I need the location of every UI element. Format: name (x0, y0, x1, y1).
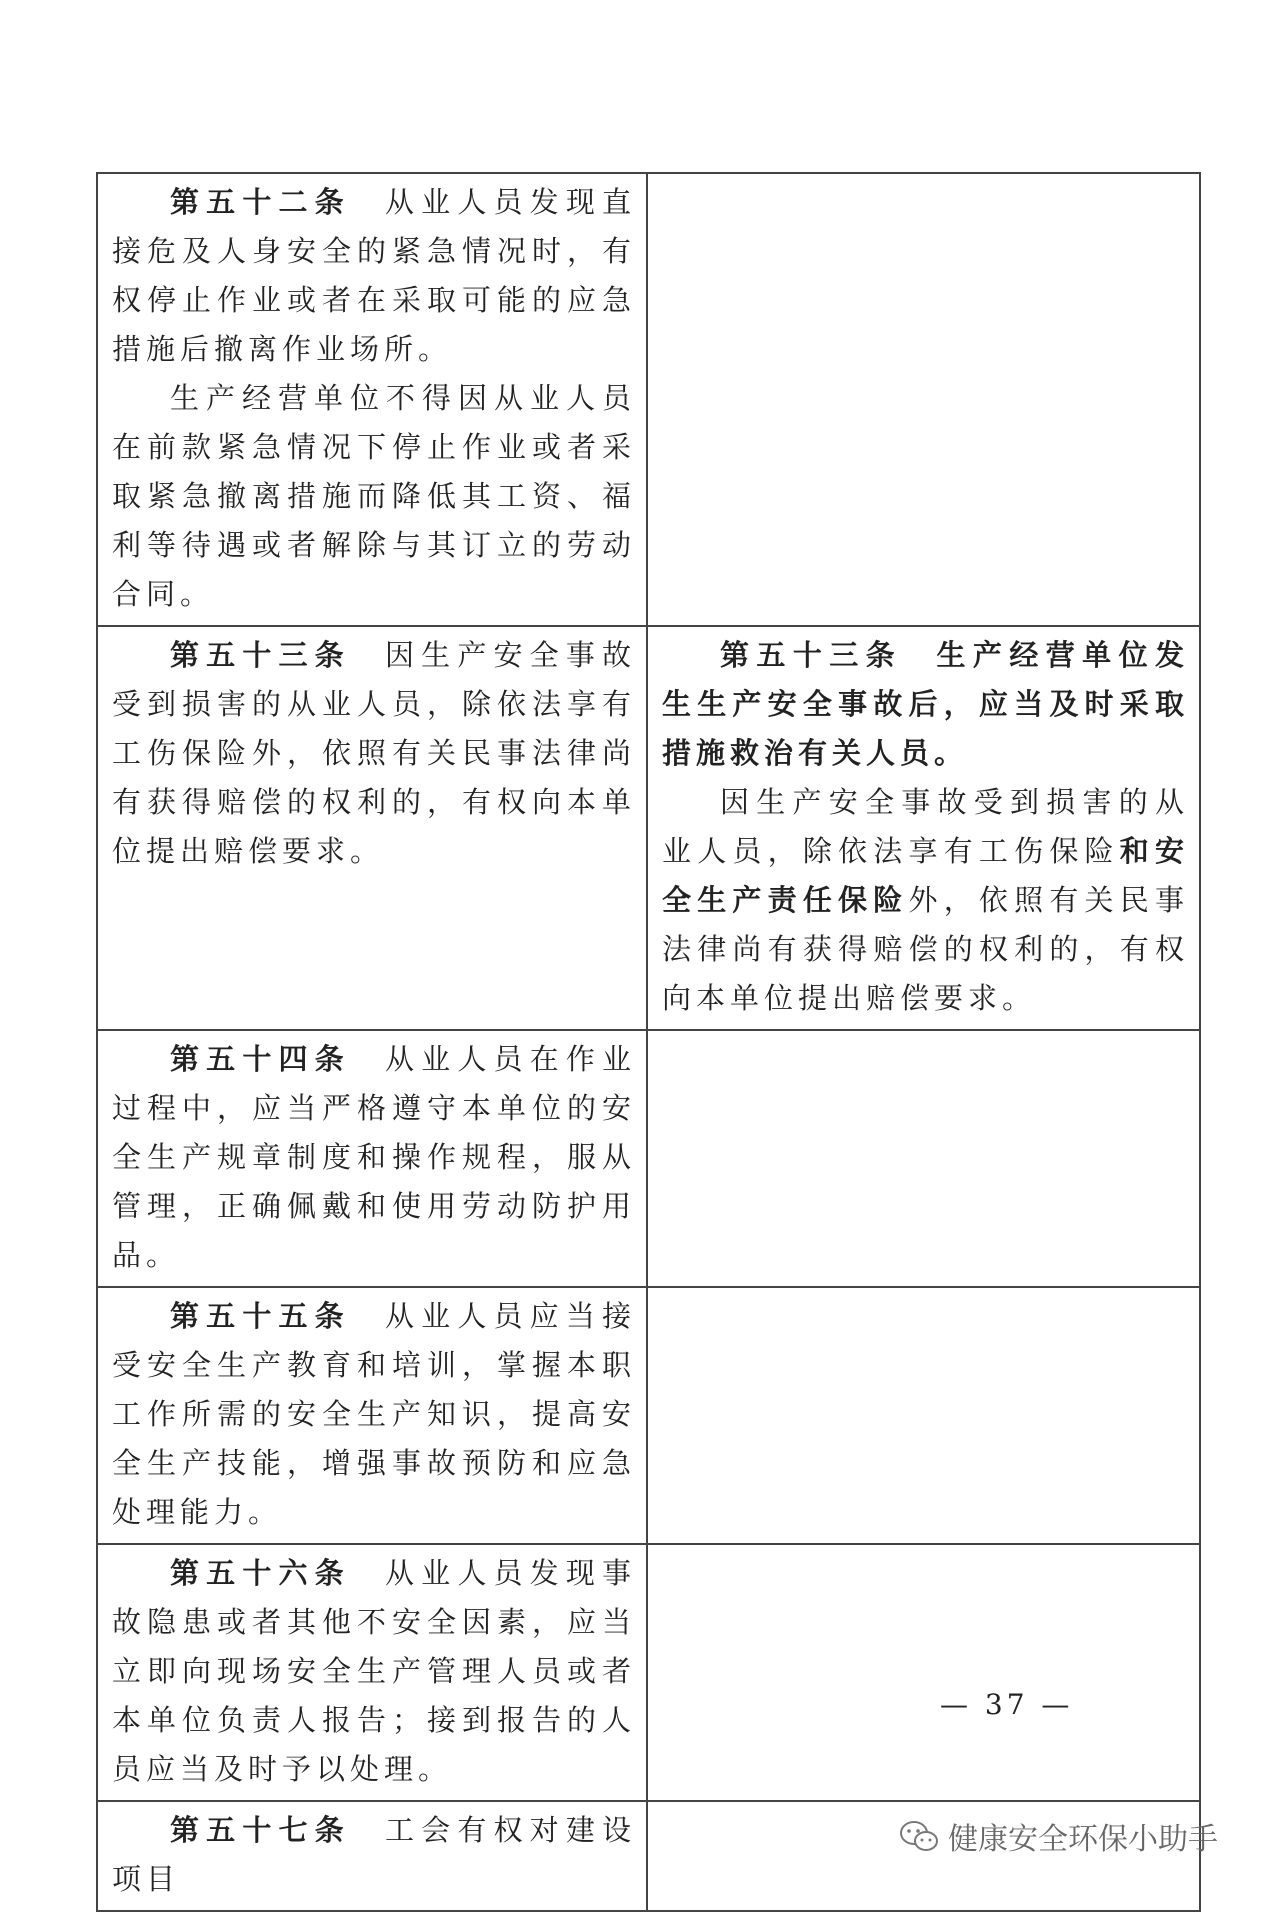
original-text-cell (97, 1287, 647, 1544)
article-paragraph (112, 1292, 636, 1537)
article-paragraph (112, 1035, 636, 1280)
page-number: — 37 — (940, 1688, 1074, 1721)
original-text-cell (97, 173, 647, 626)
wechat-icon (898, 1819, 940, 1853)
article-heading: 第五十三条 (720, 638, 903, 672)
table-row (97, 1287, 1200, 1544)
article-heading: 第五十七条 (170, 1813, 351, 1847)
watermark-text: 健康安全环保小助手 (948, 1822, 1218, 1857)
table-row (97, 626, 1200, 1030)
table-row (97, 1544, 1200, 1801)
article-paragraph (112, 1549, 636, 1794)
article-text: 从业人员发现事故隐患或者其他不安全因素，应当立即向现场安全生产管理人员或者本单位负责人报告；接到报告的人员应当及时予以处理。 (112, 1556, 636, 1786)
original-text-cell (97, 626, 647, 1030)
revised-text-cell (647, 1544, 1200, 1801)
article-paragraph (112, 374, 636, 619)
article-text: 因生产安全事故受到损害的从业人员，除依法享有工伤保险外，依照有关民事法律尚有获得赔偿的权利的，有权向本单位提出赔偿要求。 (112, 638, 636, 868)
table-row (97, 173, 1200, 626)
article-heading: 第五十二条 (170, 185, 351, 219)
article-paragraph (112, 1806, 636, 1904)
article-paragraph (662, 631, 1189, 778)
original-text-cell (97, 1544, 647, 1801)
amended-text: 和安全生产责任保险 (662, 834, 1189, 917)
amended-text: 生产经营单位发生生产安全事故后，应当及时采取措施救治有关人员。 (662, 638, 1189, 770)
revised-text-cell (647, 173, 1200, 626)
article-text: 从业人员应当接受安全生产教育和培训，掌握本职工作所需的安全生产知识，提高安全生产技能，增强事故预防和应急处理能力。 (112, 1299, 636, 1529)
article-paragraph (662, 778, 1189, 1023)
article-text: 因生产安全事故受到损害的从业人员，除依法享有工伤保险 (662, 785, 1189, 868)
article-text: 外，依照有关民事法律尚有获得赔偿的权利的，有权向本单位提出赔偿要求。 (662, 883, 1189, 1015)
original-text-cell (97, 1030, 647, 1287)
article-heading: 第五十六条 (170, 1556, 351, 1590)
article-heading: 第五十五条 (170, 1299, 351, 1333)
article-heading: 第五十三条 (170, 638, 351, 672)
article-text: 生产经营单位不得因从业人员在前款紧急情况下停止作业或者采取紧急撤离措施而降低其工资、福利等待遇或者解除与其订立的劳动合同。 (112, 381, 636, 611)
table-row (97, 1030, 1200, 1287)
article-text: 工会有权对建设项目 (112, 1813, 636, 1896)
original-text-cell (97, 1801, 647, 1911)
article-text: 从业人员发现直接危及人身安全的紧急情况时，有权停止作业或者在采取可能的应急措施后撤离作业场所。 (112, 185, 636, 366)
revised-text-cell (647, 1287, 1200, 1544)
article-heading: 第五十四条 (170, 1042, 351, 1076)
article-paragraph (112, 631, 636, 876)
watermark (898, 1814, 1218, 1858)
revised-text-cell (647, 626, 1200, 1030)
article-text: 从业人员在作业过程中，应当严格遵守本单位的安全生产规章制度和操作规程，服从管理，正确佩戴和使用劳动防护用品。 (112, 1042, 636, 1272)
revised-text-cell (647, 1030, 1200, 1287)
article-paragraph (112, 178, 636, 374)
comparison-table (96, 172, 1201, 1912)
